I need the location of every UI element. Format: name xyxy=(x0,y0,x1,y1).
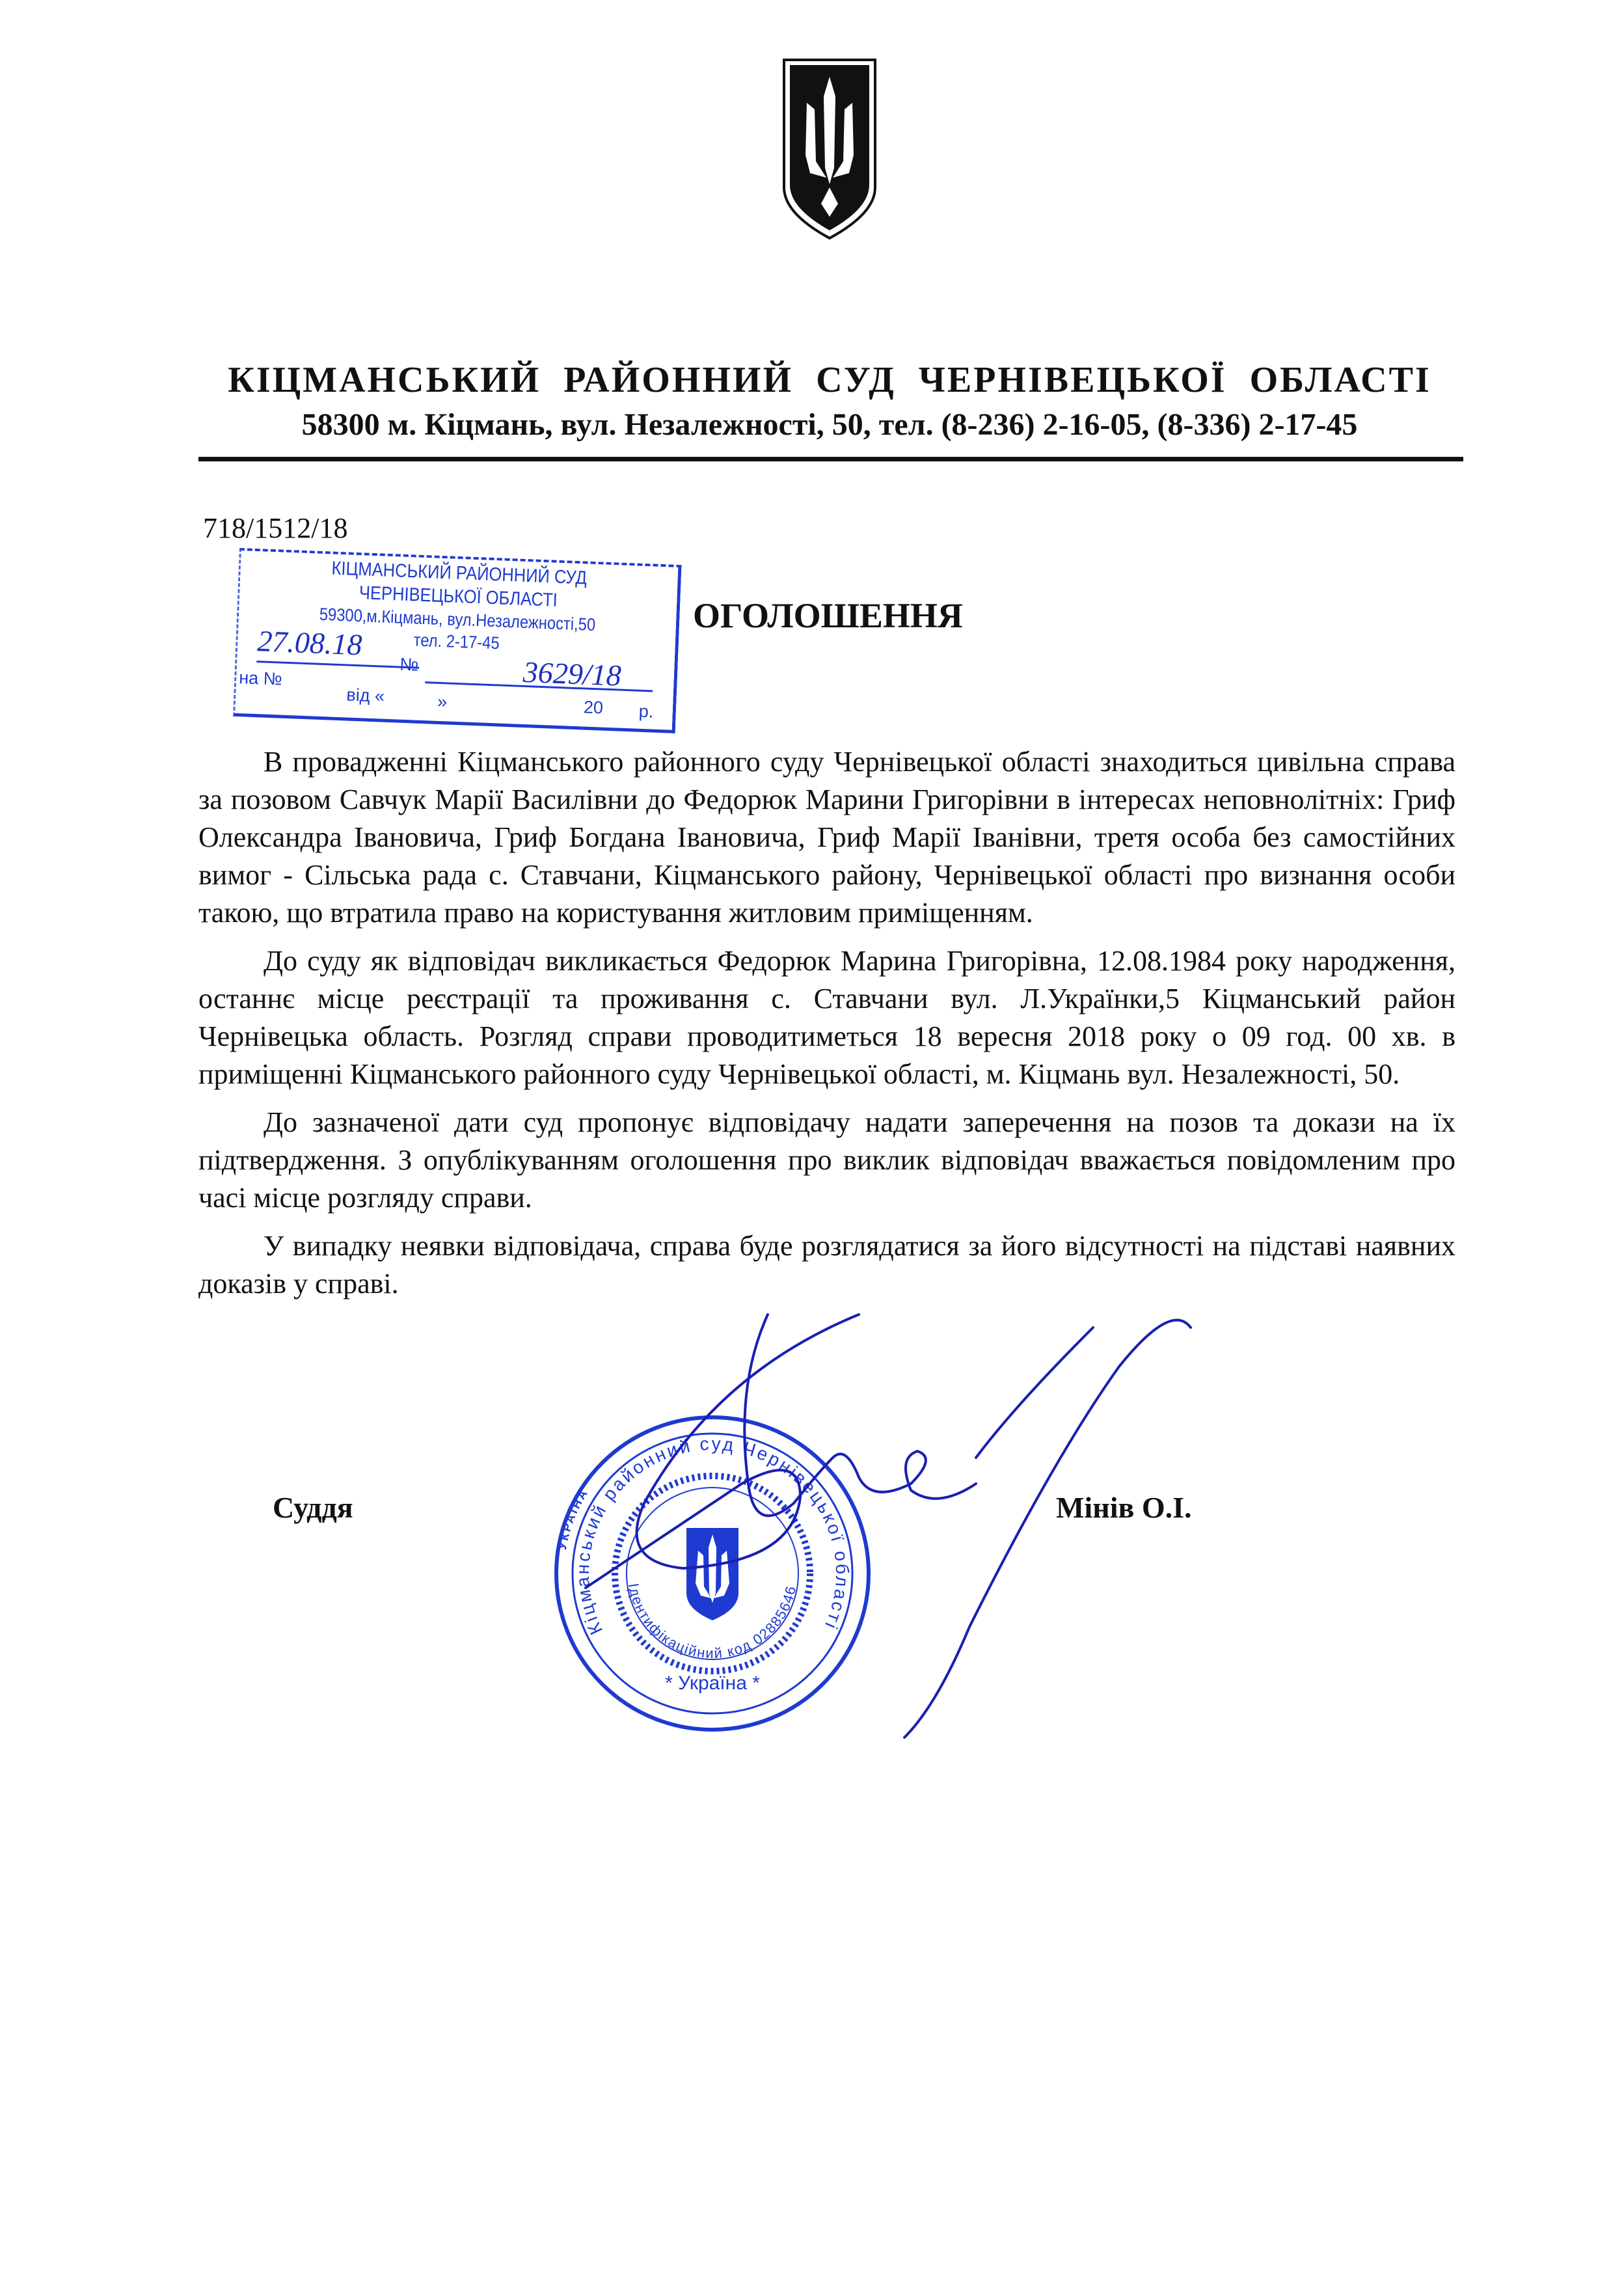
judge-position: Суддя xyxy=(273,1491,353,1524)
paragraph-absence: У випадку неявки відповідача, справа буде розглядатися за його відсутності на підставі наявних доказів у справі. xyxy=(198,1230,1455,1300)
court-name-heading: КІЦМАНСЬКИЙ РАЙОННИЙ СУД ЧЕРНІВЕЦЬКОЇ ОБЛАСТІ xyxy=(228,360,1431,400)
stamp-year-label: 20 xyxy=(583,697,604,718)
stamp-line-3: 59300,м.Кіцмань, вул.Незалежності,50 xyxy=(319,604,596,635)
stamp-line-2: ЧЕРНІВЕЦЬКОЇ ОБЛАСТІ xyxy=(359,582,558,611)
stamp-date-line xyxy=(256,661,419,669)
case-number: 718/1512/18 xyxy=(203,512,348,544)
incoming-registration-stamp xyxy=(233,548,681,733)
document-title: ОГОЛОШЕННЯ xyxy=(693,596,963,635)
paragraph-summons: До суду як відповідач викликається Федорюк Марина Григорівна, 12.08.1984 року народження, останнє місце реєстрації та проживання с. Ставчани вул. Л.Українки,5 Кіцманський район Чернівецька область. Розгляд справи проводитиметься 18 вересня 2018 року о 09 год. 00 хв. в приміщенні Кіцманського районного суду Чернівецької області, м. Кіцмань вул. Незалежності, 50. xyxy=(198,945,1455,1090)
stamp-quote-close: » xyxy=(437,691,448,712)
stamp-no-label: № xyxy=(399,654,419,675)
stamp-line-1: КІЦМАНСЬКИЙ РАЙОННИЙ СУД xyxy=(331,558,588,589)
stamp-ref-label: на № xyxy=(238,668,283,689)
stamp-handwritten-number: 3629/18 xyxy=(522,655,622,692)
stamp-from-label: від « xyxy=(345,685,385,706)
paragraph-case: В провадженні Кіцманського районного суду Чернівецької області знаходиться цивільна справа за позовом Савчук Марії Василівни до Федорюк Марини Григорівни в інтересах неповнолітніх: Гриф Олександра Івановича, Гриф Богдана Івановича, Гриф Марії Іванівни, третя особа без самостійних вимог - Сільська рада с. Ставчани, Кіцманського району, Чернівецької області про визнання особи такою, що втратила право на користування житловим приміщенням. xyxy=(198,746,1455,929)
court-address: 58300 м. Кіцмань, вул. Незалежності, 50, тел. (8-236) 2-16-05, (8-336) 2-17-45 xyxy=(301,407,1358,442)
seal-outer-text: Кіцманський районний суд Чернівецької області xyxy=(572,1433,853,1638)
seal-inner-text: Ідентифікаційний код 02885646 xyxy=(625,1582,800,1662)
seal-border-text: УКРАЇНА xyxy=(555,1486,591,1551)
judge-name: Мінів О.І. xyxy=(1056,1491,1192,1524)
header-divider xyxy=(198,457,1463,461)
coat-of-arms-icon xyxy=(781,57,878,241)
stamp-r-label: р. xyxy=(638,701,654,722)
judge-signature xyxy=(521,1288,1236,1744)
stamp-line-4: тел. 2-17-45 xyxy=(413,630,500,653)
seal-bottom-text: * Україна * xyxy=(665,1672,760,1694)
stamp-handwritten-date: 27.08.18 xyxy=(256,624,363,662)
announcement-body xyxy=(198,743,1455,1313)
paragraph-objections: До зазначеної дати суд пропонує відповідачу надати заперечення на позов та докази на їх підтвердження. З опублікуванням оголошення про виклик відповідач вважається повідомленим про часі місце розгляду справи. xyxy=(198,1106,1455,1214)
